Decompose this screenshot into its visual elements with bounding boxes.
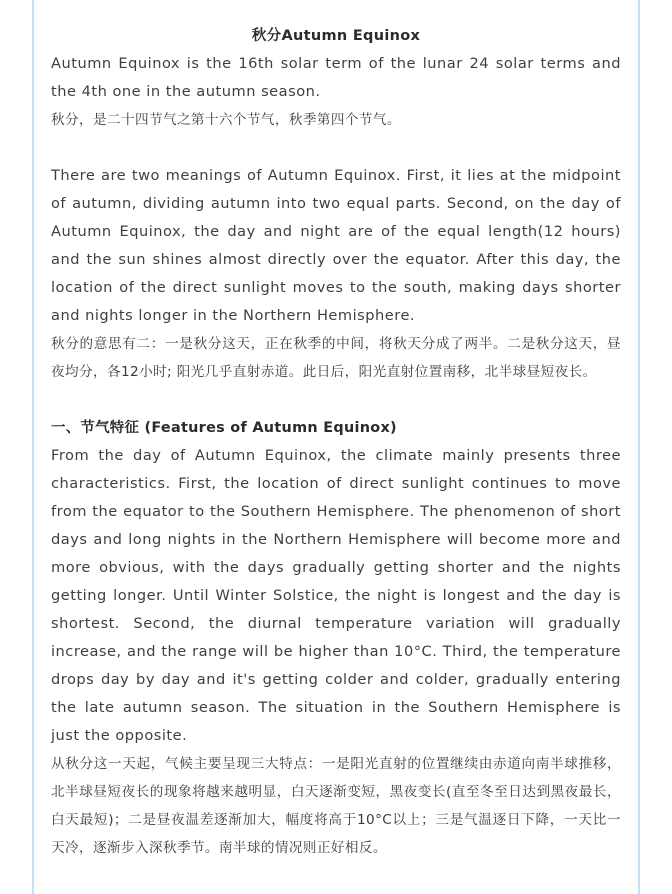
meaning-chinese: 秋分的意思有二：一是秋分这天，正在秋季的中间，将秋天分成了两半。二是秋分这天，昼夜均分，各12小时; 阳光几乎直射赤道。此日后，阳光直射位置南移，北半球昼短夜长。 [51, 336, 621, 380]
left-border-decoration [0, 0, 34, 894]
intro-english: Autumn Equinox is the 16th solar term of the lunar 24 solar terms and the 4th one in the autumn season. [51, 55, 621, 100]
section-heading-features: 一、节气特征 (Features of Autumn Equinox) [51, 420, 397, 436]
meaning-english: There are two meanings of Autumn Equinox. First, it lies at the midpoint of autumn, dividing autumn into two equal parts. Second, on the day of Autumn Equinox, the day and night are of the equal length(12 hours) and the sun shines almost directly over the equator. After this day, the location of the direct sunlight moves to the south, making days shorter and nights longer in the Northern Hemisphere. [51, 167, 621, 324]
article-body [51, 22, 621, 862]
intro-chinese: 秋分，是二十四节气之第十六个节气，秋季第四个节气。 [51, 112, 401, 128]
paragraph-spacer [51, 134, 621, 162]
right-border-decoration [638, 0, 672, 894]
paragraph-spacer [51, 386, 621, 414]
features-english: From the day of Autumn Equinox, the climate mainly presents three characteristics. First, the location of direct sunlight continues to move from the equator to the Southern Hemisphere. The phenomenon of short days and long nights in the Northern Hemisphere will become more and more obvious, with the days gradually getting shorter and the nights getting longer. Until Winter Solstice, the night is longest and the day is shortest. Second, the diurnal temperature variation will gradually increase, and the range will be higher than 10°C. Third, the temperature drops day by day and it's getting colder and colder, gradually entering the late autumn season. The situation in the Southern Hemisphere is just the opposite. [51, 447, 621, 744]
article-title: 秋分Autumn Equinox [251, 28, 421, 44]
features-chinese: 从秋分这一天起，气候主要呈现三大特点：一是阳光直射的位置继续由赤道向南半球推移，北半球昼短夜长的现象将越来越明显，白天逐渐变短，黑夜变长(直至冬至日达到黑夜最长，白天最短)；二是昼夜温差逐渐加大，幅度将高于10°C以上；三是气温逐日下降，一天比一天冷，逐渐步入深秋季节。南半球的情况则正好相反。 [51, 756, 621, 856]
